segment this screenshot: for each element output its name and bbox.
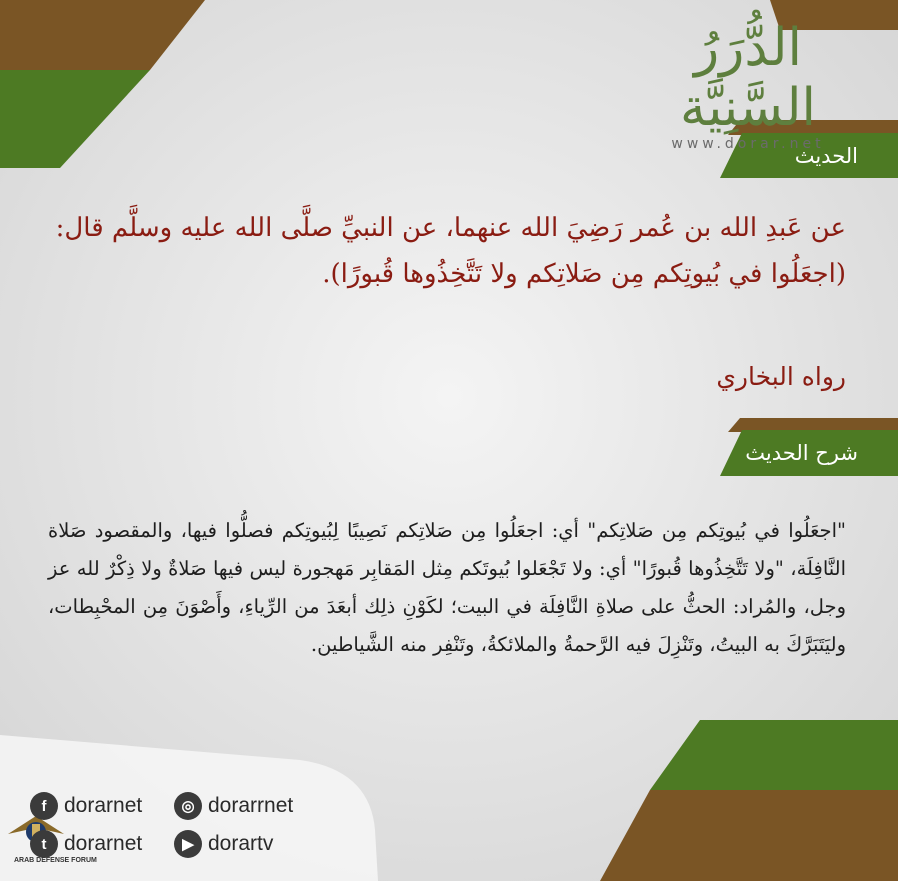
- hadith-source: رواه البخاري: [716, 362, 846, 391]
- social-facebook[interactable]: [30, 792, 142, 820]
- social-youtube[interactable]: [174, 830, 273, 858]
- logo-arabic-text: الدُّرَرُ السَّنِيَّة: [680, 18, 816, 138]
- hadith-explanation: "اجعَلُوا في بُيوتِكم مِن صَلاتِكم" أي: اجعَلُوا مِن صَلاتِكم نَصِيبًا لِبُيوتِكم فصلُّوا فيها، والمقصود صَلاة النَّافِلَة، "ولا تَتَّخِذُوها قُبورًا" أي: ولا تَجْعَلوا بُيوتَكم مِثل المَقابِر مَهجورة ليس فيها صَلاةٌ ولا ذِكْرٌ لله عز وجل، والمُراد: الحثُّ على صلاةِ النَّافِلَة في البيت؛ لكَوْنِ ذلِك أبعَدَ من الرِّياءِ، وأَصْوَنَ مِن المحْبِطات، وليَتَبَرَّكَ به البيتُ، وتَنْزِلَ فيه الرَّحمةُ والملائكةُ، وتَنْفِر منه الشَّياطين.: [48, 519, 846, 656]
- twitter-icon: t: [30, 830, 58, 858]
- youtube-icon: ▶: [174, 830, 202, 858]
- sharh-section-label: شرح الحديث: [745, 441, 858, 465]
- social-twitter[interactable]: [30, 830, 142, 858]
- youtube-handle: dorartv: [208, 832, 274, 855]
- social-instagram[interactable]: [174, 792, 293, 820]
- twitter-handle: dorarnet: [64, 832, 143, 855]
- instagram-icon: ◎: [174, 792, 202, 820]
- instagram-handle: dorarrnet: [208, 794, 294, 817]
- hadith-line-1: عن عَبدِ الله بن عُمر رَضِيَ الله عنهما، عن النبيِّ صلَّى الله عليه وسلَّم قال:: [55, 213, 846, 243]
- site-logo[interactable]: [618, 18, 878, 152]
- hadith-section-label: الحديث: [794, 144, 858, 168]
- hadith-line-2: (اجعَلُوا في بُيوتِكم مِن صَلاتِكم ولا تَتَّخِذُوها قُبورًا).: [322, 259, 846, 289]
- hadith-text: [52, 205, 846, 297]
- logo-url: www.dorar.net: [671, 136, 825, 152]
- facebook-icon: f: [30, 792, 58, 820]
- watermark-text: ARAB DEFENSE FORUM: [14, 857, 97, 864]
- facebook-handle: dorarnet: [64, 794, 143, 817]
